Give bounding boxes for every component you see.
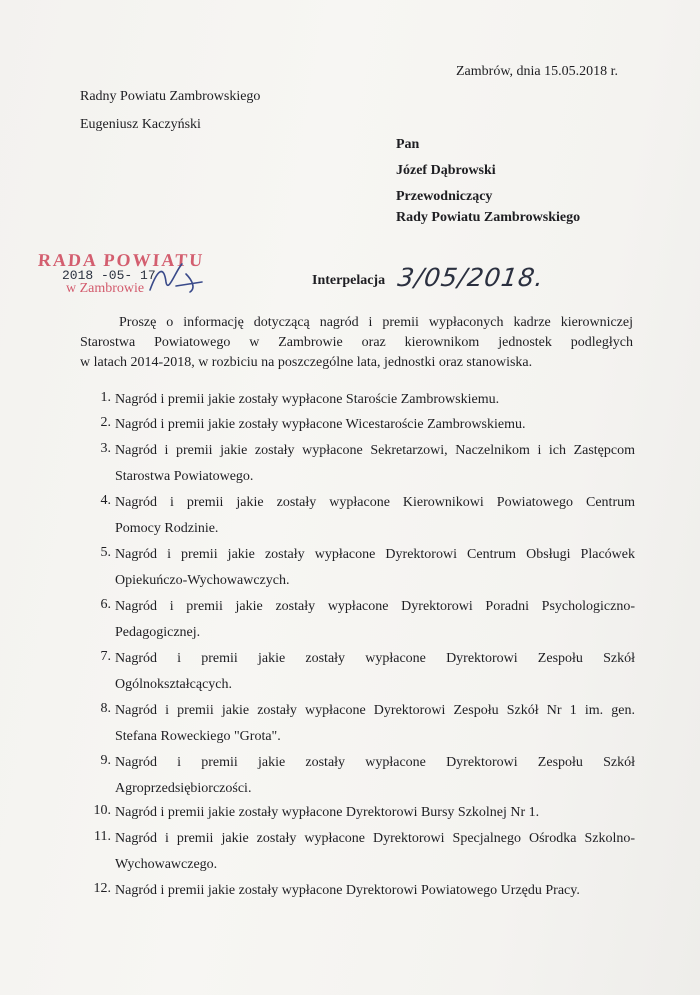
- list-item-line: Nagród i premii jakie zostały wypłacone Dyrektorowi Poradni Psychologiczno-: [115, 599, 635, 614]
- list-item-line: Starostwa Powiatowego.: [115, 469, 254, 484]
- list-item-number: 2.: [100, 415, 111, 430]
- list-item-text: [115, 390, 635, 416]
- list-item-text: [115, 701, 635, 753]
- stamp-city: w Zambrowie: [66, 281, 145, 296]
- list-item-line: Nagród i premii jakie zostały wypłacone Dyrektorowi Specjalnego Ośrodka Szkolno-: [115, 831, 635, 846]
- list-item-number: 9.: [100, 753, 111, 768]
- list-item-text: [115, 493, 635, 545]
- list-item-line: Nagród i premii jakie zostały wypłacone Dyrektorowi Zespołu Szkół: [115, 755, 635, 770]
- list-item-line: Pomocy Rodzinie.: [115, 521, 219, 536]
- list-item-line: Ogólnokształcących.: [115, 677, 233, 692]
- intro-line: Starostwa Powiatowego w Zambrowie oraz kierownikom jednostek podległych: [80, 335, 633, 350]
- list-item-line: Nagród i premii jakie zostały wypłacone Staroście Zambrowskiemu.: [115, 392, 500, 407]
- list-item-text: [115, 597, 635, 649]
- sender-name: Eugeniusz Kaczyński: [80, 117, 201, 132]
- list-item-text: [115, 441, 635, 493]
- list-item-line: Nagród i premii jakie zostały wypłacone Dyrektorowi Zespołu Szkół: [115, 651, 635, 666]
- list-item-line: Nagród i premii jakie zostały wypłacone Wicestaroście Zambrowskiemu.: [115, 417, 526, 432]
- list-item-line: Opiekuńczo-Wychowawczych.: [115, 573, 290, 588]
- place-date: Zambrów, dnia 15.05.2018 r.: [456, 64, 619, 79]
- list-item-text: [115, 803, 635, 829]
- list-item-line: Nagród i premii jakie zostały wypłacone Dyrektorowi Powiatowego Urzędu Pracy.: [115, 883, 580, 898]
- list-item-line: Nagród i premii jakie zostały wypłacone Dyrektorowi Bursy Szkolnej Nr 1.: [115, 805, 540, 820]
- list-item-line: Agroprzedsiębiorczości.: [115, 781, 252, 796]
- list-item-line: Nagród i premii jakie zostały wypłacone Dyrektorowi Centrum Obsługi Placówek: [115, 547, 635, 562]
- intro-line: Proszę o informację dotyczącą nagród i premii wypłaconych kadrze kierowniczej: [119, 315, 633, 330]
- list-item-number: 8.: [100, 701, 111, 716]
- list-item-number: 6.: [100, 597, 111, 612]
- sender-title: Radny Powiatu Zambrowskiego: [80, 89, 261, 104]
- list-item-line: Wychowawczego.: [115, 857, 218, 872]
- handwritten-number: 3/05/2018.: [395, 263, 547, 292]
- list-item-number: 10.: [93, 803, 111, 818]
- list-item-text: [115, 829, 635, 881]
- signature-scrawl: [146, 260, 206, 296]
- list-item-line: Nagród i premii jakie zostały wypłacone Dyrektorowi Zespołu Szkół Nr 1 im. gen.: [115, 703, 635, 718]
- list-item-text: [115, 649, 635, 701]
- list-item-number: 1.: [100, 390, 111, 405]
- list-item-number: 11.: [94, 829, 111, 844]
- list-item-text: [115, 881, 635, 907]
- intro-line: w latach 2014-2018, w rozbiciu na poszczególne lata, jednostki oraz stanowiska.: [80, 355, 533, 370]
- intro-paragraph: [80, 313, 633, 373]
- list-item-number: 5.: [100, 545, 111, 560]
- list-item-line: Nagród i premii jakie zostały wypłacone Kierownikowi Powiatowego Centrum: [115, 495, 635, 510]
- list-item-text: [115, 753, 635, 805]
- stamp-date: 2018 -05- 17: [62, 268, 156, 283]
- list-item-text: [115, 545, 635, 597]
- recipient-salutation: Pan: [396, 137, 420, 152]
- list-item-text: [115, 415, 635, 441]
- registration-stamp: [28, 250, 214, 300]
- list-item-line: Pedagogicznej.: [115, 625, 201, 640]
- list-item-line: Stefana Roweckiego "Grota".: [115, 729, 281, 744]
- list-item-number: 3.: [100, 441, 111, 456]
- list-item-number: 4.: [100, 493, 111, 508]
- recipient-role: Przewodniczący: [396, 189, 493, 204]
- recipient-body: Rady Powiatu Zambrowskiego: [396, 210, 581, 225]
- document-title: Interpelacja: [312, 273, 386, 288]
- list-item-number: 7.: [100, 649, 111, 664]
- recipient-name: Józef Dąbrowski: [396, 163, 496, 178]
- list-item-line: Nagród i premii jakie zostały wypłacone Sekretarzowi, Naczelnikom i ich Zastępcom: [115, 443, 635, 458]
- list-item-number: 12.: [93, 881, 111, 896]
- stamp-org: RADA POWIATU: [37, 250, 205, 270]
